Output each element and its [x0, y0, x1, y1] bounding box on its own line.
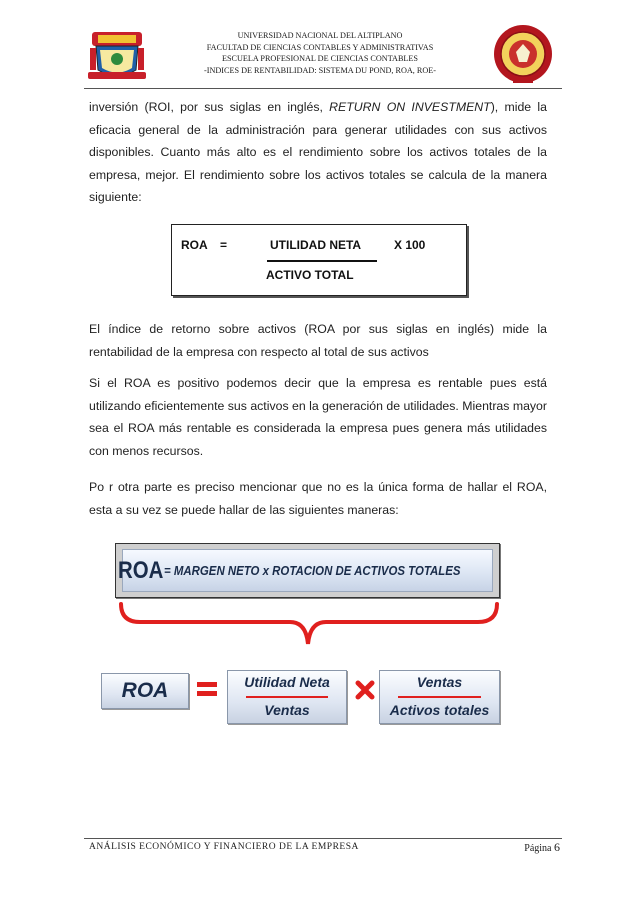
faculty-seal-icon [492, 22, 554, 86]
paragraph-intro [89, 96, 547, 209]
formula-equals: = [220, 238, 228, 252]
brace-icon [118, 600, 500, 650]
banner-content [118, 549, 493, 592]
paragraph-roa-definition: El índice de retorno sobre activos (ROA por sus siglas en inglés) mide la rentabilidad de la empresa con respecto al total de sus activos [89, 322, 547, 359]
banner-formula-text: = MARGEN NETO x ROTACION DE ACTIVOS TOTALES [163, 563, 461, 578]
header-topic: -INDICES DE RENTABILIDAD: SISTEMA DU POND, ROA, ROE- [204, 65, 436, 75]
formula-denominator: ACTIVO TOTAL [266, 268, 354, 282]
page-label: Página [524, 843, 552, 854]
p1-text-end: ), mide la eficacia general de la administración para generar utilidades con sus activos disponibles. Cuanto más alto es el rendimiento sobre los activos totales de la empresa, mejor. El rendimiento sobre los activos totales se calcula de la manera siguiente: [89, 100, 547, 204]
net-income-label: Utilidad Neta [244, 674, 330, 690]
net-margin-box [227, 670, 347, 724]
page-number-value: 6 [554, 840, 560, 854]
paragraph-other-methods: Po r otra parte es preciso mencionar que no es la única forma de hallar el ROA, esta a su vez se puede hallar de las siguientes maneras: [89, 480, 547, 517]
p1-text-start: inversión (ROI, por sus siglas en inglés, [89, 100, 330, 114]
header-school: ESCUELA PROFESIONAL DE CIENCIAS CONTABLES [221, 54, 418, 63]
roa-label-box: ROA [101, 673, 189, 709]
header-faculty: FACULTAD DE CIENCIAS CONTABLES Y ADMINISTRATIVAS [206, 42, 434, 52]
asset-turnover-box [379, 670, 500, 724]
roa-formula-box [171, 224, 467, 296]
sales-label: Ventas [264, 702, 310, 718]
sales-label-2: Ventas [416, 674, 463, 690]
fraction-line-red-2 [398, 696, 481, 698]
paragraph-roa-positive: Si el ROA es positivo podemos decir que la empresa es rentable pues está utilizando eficientemente sus activos en la generación de utilidades. Mientras mayor sea el ROA más rentable es considerada la empresa pues genera más utilidades con menos recursos. [89, 376, 547, 458]
fraction-line-red [246, 696, 328, 698]
multiply-icon [355, 680, 375, 700]
header-university: UNIVERSIDAD NACIONAL DEL ALTIPLANO [237, 31, 403, 40]
formula-lhs: ROA [181, 238, 208, 252]
footer-title: ANÁLISIS ECONÓMICO Y FINANCIERO DE LA EMPRESA [89, 842, 359, 852]
equals-icon [196, 680, 218, 698]
banner-roa-label: ROA [118, 556, 164, 584]
formula-numerator: UTILIDAD NETA [270, 238, 362, 252]
header-divider [84, 88, 562, 89]
page-number [500, 840, 560, 855]
university-crest-icon [86, 28, 148, 84]
formula-multiplier: X 100 [394, 238, 426, 252]
roa-dupont-banner [115, 543, 500, 598]
document-header [150, 30, 490, 76]
footer-divider [84, 838, 562, 839]
p1-italic-term: RETURN ON INVESTMENT [329, 100, 491, 114]
formula-fraction-bar [267, 260, 377, 262]
total-assets-label: Activos totales [389, 702, 490, 718]
